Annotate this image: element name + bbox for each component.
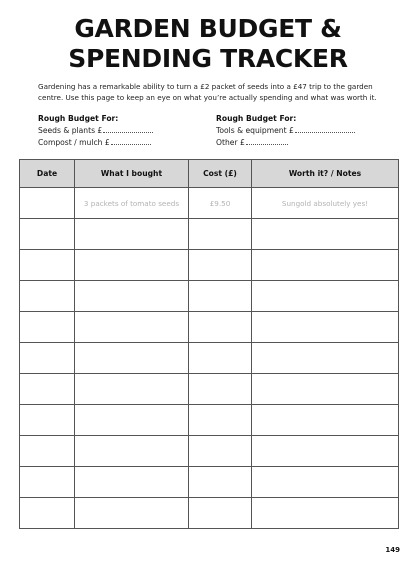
cost-cell[interactable] (189, 436, 252, 467)
notes-cell[interactable] (252, 250, 399, 281)
date-cell[interactable] (20, 250, 75, 281)
budget-section-right (216, 113, 355, 149)
table-row (20, 219, 399, 250)
header-cost: Cost (£) (189, 160, 252, 188)
budget-heading-left: Rough Budget For: (38, 114, 119, 123)
date-cell[interactable] (20, 343, 75, 374)
notes-cell[interactable] (252, 312, 399, 343)
notes-cell[interactable] (252, 498, 399, 529)
budget-line-compost (38, 137, 153, 149)
budget-label-compost: Compost / mulch £ (38, 138, 110, 147)
title-line-2: SPENDING TRACKER (68, 44, 348, 73)
cost-cell[interactable] (189, 374, 252, 405)
budget-blank-other[interactable] (246, 137, 288, 145)
page-number: 149 (385, 546, 400, 554)
notes-cell[interactable] (252, 219, 399, 250)
budget-section-left (38, 113, 153, 149)
notes-cell[interactable] (252, 405, 399, 436)
budget-label-other: Other £ (216, 138, 245, 147)
header-what-i-bought: What I bought (75, 160, 189, 188)
item-cell[interactable] (75, 250, 189, 281)
date-cell[interactable] (20, 498, 75, 529)
spending-table (19, 159, 399, 529)
budget-blank-tools[interactable] (295, 125, 355, 133)
table-row (20, 312, 399, 343)
date-cell[interactable] (20, 436, 75, 467)
item-cell[interactable] (75, 498, 189, 529)
table-row (20, 498, 399, 529)
intro-paragraph: Gardening has a remarkable ability to turn a £2 packet of seeds into a £47 trip to the garden centre. Use this page to keep an eye on what you’re actually spending and what was worth it. (38, 82, 377, 102)
item-cell[interactable] (75, 374, 189, 405)
cost-cell[interactable] (189, 405, 252, 436)
date-cell[interactable] (20, 467, 75, 498)
table-row (20, 467, 399, 498)
cost-cell[interactable] (189, 250, 252, 281)
item-cell[interactable] (75, 405, 189, 436)
item-cell[interactable] (75, 281, 189, 312)
notes-cell[interactable] (252, 436, 399, 467)
notes-cell[interactable] (252, 467, 399, 498)
cost-cell[interactable] (189, 498, 252, 529)
budget-blank-compost[interactable] (111, 137, 151, 145)
date-cell[interactable] (20, 405, 75, 436)
cost-cell[interactable] (189, 281, 252, 312)
date-cell[interactable] (20, 374, 75, 405)
table-row (20, 374, 399, 405)
item-cell[interactable] (75, 467, 189, 498)
notes-cell[interactable] (252, 343, 399, 374)
item-cell[interactable] (75, 219, 189, 250)
budget-line-tools (216, 125, 355, 137)
item-cell[interactable] (75, 312, 189, 343)
cost-cell[interactable] (189, 467, 252, 498)
table-row (20, 250, 399, 281)
title-line-1: GARDEN BUDGET & (74, 14, 342, 43)
notes-cell[interactable] (252, 281, 399, 312)
budget-label-tools: Tools & equipment £ (216, 126, 294, 135)
example-notes-cell[interactable]: Sungold absolutely yes! (252, 188, 399, 219)
budget-label-seeds: Seeds & plants £ (38, 126, 103, 135)
example-cost-cell[interactable]: £9.50 (189, 188, 252, 219)
example-item-cell[interactable]: 3 packets of tomato seeds (75, 188, 189, 219)
table-row (20, 343, 399, 374)
cost-cell[interactable] (189, 343, 252, 374)
item-cell[interactable] (75, 343, 189, 374)
table-header-row (20, 160, 399, 188)
header-notes: Worth it? / Notes (252, 160, 399, 188)
table-row (20, 436, 399, 467)
cost-cell[interactable] (189, 312, 252, 343)
item-cell[interactable] (75, 436, 189, 467)
budget-blank-seeds[interactable] (103, 125, 153, 133)
page-title (0, 14, 416, 74)
header-date: Date (20, 160, 75, 188)
example-date-cell[interactable] (20, 188, 75, 219)
cost-cell[interactable] (189, 219, 252, 250)
notes-cell[interactable] (252, 374, 399, 405)
example-row (20, 188, 399, 219)
budget-line-seeds (38, 125, 153, 137)
date-cell[interactable] (20, 219, 75, 250)
date-cell[interactable] (20, 312, 75, 343)
date-cell[interactable] (20, 281, 75, 312)
table-row (20, 405, 399, 436)
budget-heading-right: Rough Budget For: (216, 114, 297, 123)
table-row (20, 281, 399, 312)
budget-line-other (216, 137, 355, 149)
